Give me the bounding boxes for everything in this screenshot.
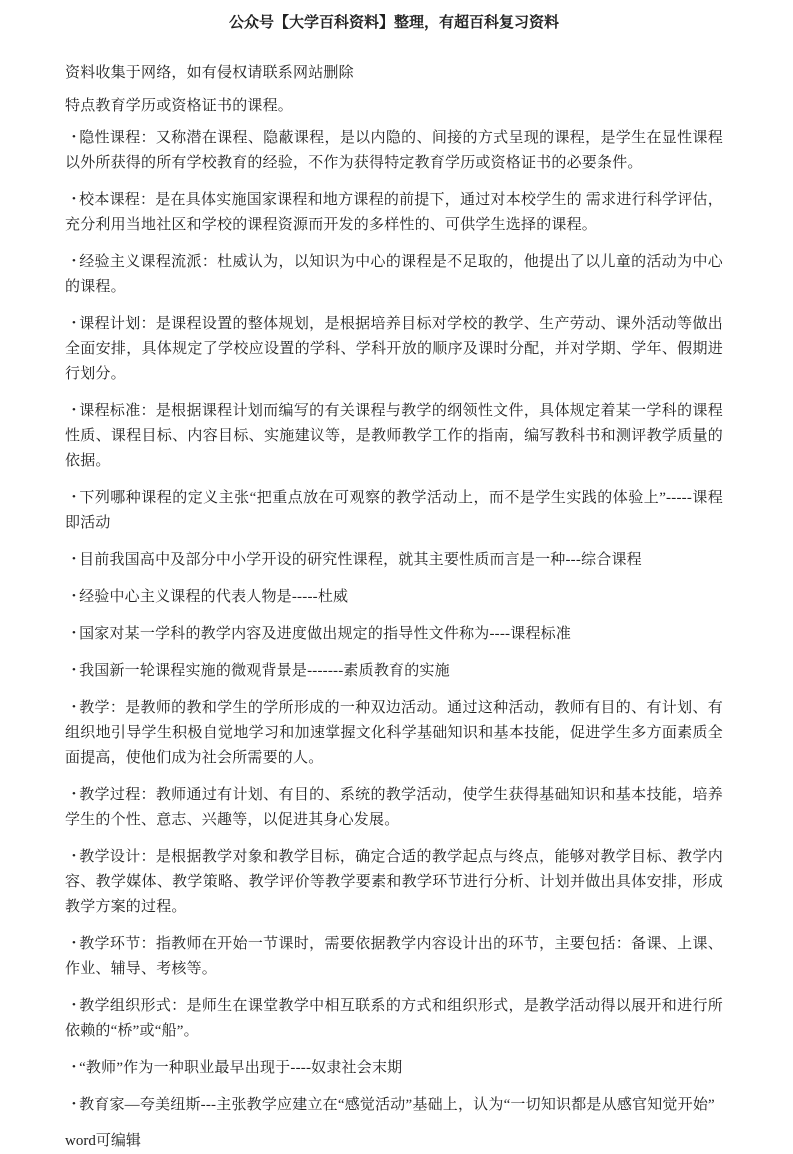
bullet-marker: • xyxy=(72,788,77,800)
bullet-text: 经验主义课程流派：杜威认为，以知识为中心的课程是不足取的，他提出了以儿童的活动为中心的课程。 xyxy=(65,254,723,295)
bullet-marker: • xyxy=(72,701,77,713)
bullet-marker: • xyxy=(72,404,77,416)
bullet-item-hidden-curriculum xyxy=(65,125,723,176)
bullet-item-teacher-profession-origin xyxy=(65,1055,723,1081)
bullet-item-empiricist-school xyxy=(65,249,723,300)
footer-label: word可编辑 xyxy=(65,1133,141,1149)
bullet-marker: • xyxy=(72,317,77,329)
page-header: 公众号【大学百科资料】整理，有超百科复习资料 xyxy=(228,15,559,31)
bullet-marker: • xyxy=(72,850,77,862)
bullet-item-teaching xyxy=(65,695,723,771)
bullet-text: 隐性课程：又称潜在课程、隐蔽课程，是以内隐的、间接的方式呈现的课程，是学生在显性课程以外所获得的所有学校教育的经验，不作为获得特定教育学历或资格证书的必要条件。 xyxy=(65,130,723,171)
intro-line-1: 资料收集于网络，如有侵权请联系网站删除 xyxy=(65,65,354,81)
bullet-text: 教学环节：指教师在开始一节课时，需要依据教学内容设计出的环节，主要包括：备课、上课、作业、辅导、考核等。 xyxy=(65,936,723,977)
bullet-text: 课程计划：是课程设置的整体规划，是根据培养目标对学校的教学、生产劳动、课外活动等做出全面安排，具体规定了学校应设置的学科、学科开放的顺序及课时分配，并对学期、学年、假期进行划分。 xyxy=(65,316,723,382)
bullet-item-teaching-process xyxy=(65,782,723,833)
bullet-marker: • xyxy=(72,491,77,503)
bullet-text: 课程标准：是根据课程计划而编写的有关课程与教学的纲领性文件，具体规定着某一学科的课程性质、课程目标、内容目标、实施建议等，是教师教学工作的指南，编写教科书和测评教学质量的依据。 xyxy=(65,403,723,469)
intro-line-2: 特点教育学历或资格证书的课程。 xyxy=(65,98,294,114)
bullet-text: 教育家—夸美纽斯---主张教学应建立在“感觉活动”基础上，认为“一切知识都是从感官知觉开始” xyxy=(79,1097,715,1113)
bullet-text: 我国新一轮课程实施的微观背景是-------素质教育的实施 xyxy=(79,663,450,679)
bullet-text: 教学：是教师的教和学生的学所形成的一种双边活动。通过这种活动，教师有目的、有计划、有组织地引导学生积极自觉地学习和加速掌握文化科学基础知识和基本技能，促进学生多方面素质全面提高，使他们成为社会所需要的人。 xyxy=(65,700,723,766)
bullet-marker: • xyxy=(72,664,77,676)
bullet-text: 教学过程：教师通过有计划、有目的、系统的教学活动，使学生获得基础知识和基本技能，培养学生的个性、意志、兴趣等，以促进其身心发展。 xyxy=(65,787,723,828)
bullet-marker: • xyxy=(72,590,77,602)
bullet-marker: • xyxy=(72,553,77,565)
bullet-text: “教师”作为一种职业最早出现于----奴隶社会末期 xyxy=(79,1060,403,1076)
bullet-item-comenius xyxy=(65,1092,723,1118)
bullet-text: 教学组织形式：是师生在课堂教学中相互联系的方式和组织形式，是教学活动得以展开和进行所依赖的“桥”或“船”。 xyxy=(65,998,723,1039)
bullet-item-micro-background xyxy=(65,658,723,684)
bullet-marker: • xyxy=(72,627,77,639)
bullet-item-curriculum-as-activity xyxy=(65,485,723,536)
bullet-item-comprehensive-curriculum xyxy=(65,547,723,573)
bullet-text: 下列哪种课程的定义主张“把重点放在可观察的教学活动上，而不是学生实践的体验上”-----课程即活动 xyxy=(65,490,723,531)
bullet-marker: • xyxy=(72,131,77,143)
bullet-item-experience-centered-dewey xyxy=(65,584,723,610)
bullet-item-school-based-curriculum xyxy=(65,187,723,238)
bullet-item-instructional-design xyxy=(65,844,723,920)
bullet-item-guiding-document xyxy=(65,621,723,647)
bullet-text: 校本课程：是在具体实施国家课程和地方课程的前提下，通过对本校学生的 需求进行科学评估，充分利用当地社区和学校的课程资源而开发的多样性的、可供学生选择的课程。 xyxy=(65,192,723,233)
bullet-item-curriculum-plan xyxy=(65,311,723,387)
bullet-item-teaching-organization xyxy=(65,993,723,1044)
bullet-item-curriculum-standard xyxy=(65,398,723,474)
bullet-marker: • xyxy=(72,999,77,1011)
bullet-marker: • xyxy=(72,1061,77,1073)
bullet-marker: • xyxy=(72,193,77,205)
bullet-text: 经验中心主义课程的代表人物是-----杜威 xyxy=(79,589,349,605)
bullet-text: 目前我国高中及部分中小学开设的研究性课程，就其主要性质而言是一种---综合课程 xyxy=(79,552,642,568)
bullet-marker: • xyxy=(72,937,77,949)
bullet-marker: • xyxy=(72,1098,77,1110)
bullet-item-teaching-links xyxy=(65,931,723,982)
bullet-text: 国家对某一学科的教学内容及进度做出规定的指导性文件称为----课程标准 xyxy=(79,626,572,642)
bullet-text: 教学设计：是根据教学对象和教学目标，确定合适的教学起点与终点，能够对教学目标、教学内容、教学媒体、教学策略、教学评价等教学要素和教学环节进行分析、计划并做出具体安排，形成教学方案的过程。 xyxy=(65,849,723,915)
bullet-marker: • xyxy=(72,255,77,267)
